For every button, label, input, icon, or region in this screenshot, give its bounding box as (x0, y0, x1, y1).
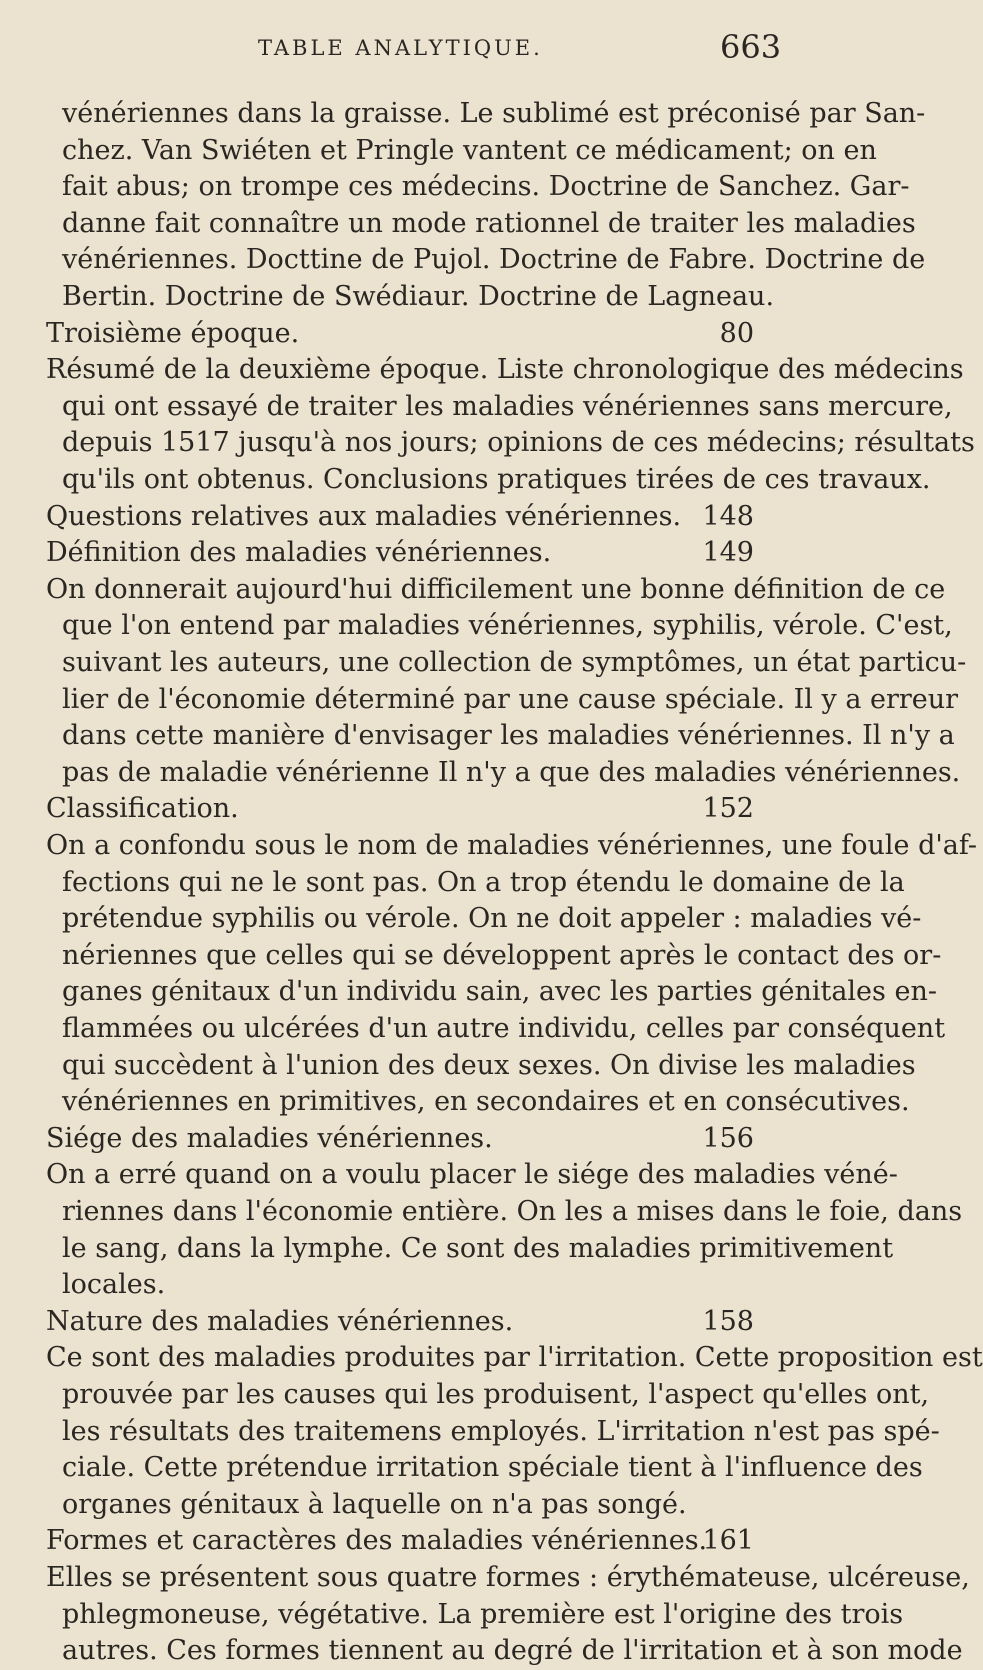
text-line: riennes dans l'économie entière. On les a mises dans le foie, dans (62, 1196, 963, 1227)
text-line: vénériennes dans la graisse. Le sublimé est préconisé par San- (62, 98, 926, 129)
text-line: ciale. Cette prétendue irritation spéciale tient à l'influence des (62, 1452, 923, 1484)
text-line: chez. Van Swiéten et Pringle vantent ce médicament; on en (62, 134, 877, 166)
entry-title: Nature des maladies vénériennes. (46, 1305, 514, 1337)
text-line: vénériennes. Docttine de Pujol. Doctrine de Fabre. Doctrine de (62, 244, 926, 276)
text-line: le sang, dans la lymphe. Ce sont des maladies primitivement (62, 1232, 894, 1264)
text-line: phlegmoneuse, végétative. La première est l'origine des trois (62, 1598, 904, 1630)
index-entry (46, 791, 754, 828)
index-entry (46, 1304, 754, 1341)
text-line: fections qui ne le sont pas. On a trop étendu le domaine de la (62, 866, 905, 898)
text-line: pas de maladie vénérienne Il n'y a que des maladies vénériennes. (62, 756, 961, 788)
text-line: depuis 1517 jusqu'à nos jours; opinions de ces médecins; résultats (62, 427, 975, 459)
text-line: qu'ils ont obtenus. Conclusions pratiques tirées de ces travaux. (62, 464, 931, 495)
entry-title: Formes et caractères des maladies vénériennes. (46, 1525, 708, 1557)
index-entry (46, 535, 754, 572)
index-entry (46, 499, 754, 536)
text-line: qui ont essayé de traiter les maladies vénériennes sans mercure, (62, 390, 953, 422)
entry-page: 158 (702, 1305, 754, 1337)
entry-page: 80 (719, 317, 754, 349)
text-line: locales. (62, 1269, 166, 1301)
text-line: Résumé de la deuxième époque. Liste chronologique des médecins (46, 354, 964, 386)
text-line: lier de l'économie déterminé par une cause spéciale. Il y a erreur (62, 683, 959, 715)
entry-title: Classification. (46, 793, 239, 825)
text-line: suivant les auteurs, une collection de symptômes, un état particu- (62, 647, 967, 678)
text-line: les résultats des traitemens employés. L'irritation n'est pas spé- (62, 1415, 940, 1447)
text-line: flammées ou ulcérées d'un autre individu, celles par conséquent (62, 1013, 946, 1044)
text-line: Elles se présentent sous quatre formes : érythémateuse, ulcéreuse, (46, 1562, 970, 1593)
text-line: fait abus; on trompe ces médecins. Doctrine de Sanchez. Gar- (62, 171, 910, 203)
text-line: prétendue syphilis ou vérole. On ne doit appeler : maladies vé- (62, 903, 922, 935)
text-line: que l'on entend par maladies vénériennes, syphilis, vérole. C'est, (62, 610, 953, 642)
page-number: 663 (720, 28, 782, 66)
text-line: danne fait connaître un mode rationnel de traiter les maladies (62, 207, 916, 239)
entry-page: 152 (702, 793, 754, 825)
text-line: Ce sont des maladies produites par l'irritation. Cette proposition est (46, 1342, 983, 1374)
index-entry (46, 1523, 754, 1560)
entry-page: 156 (702, 1122, 754, 1154)
entry-page: 149 (702, 537, 754, 569)
text-line: ganes génitaux d'un individu sain, avec les parties génitales en- (62, 976, 937, 1008)
text-line: dans cette manière d'envisager les maladies vénériennes. Il n'y a (62, 720, 955, 752)
text-line: On donnerait aujourd'hui difficilement une bonne définition de ce (46, 573, 946, 605)
entry-title: Questions relatives aux maladies vénériennes. (46, 500, 682, 532)
entry-title: Définition des maladies vénériennes. (46, 537, 552, 569)
text-line: qui succèdent à l'union des deux sexes. On divise les maladies (62, 1049, 916, 1081)
text-line: Bertin. Doctrine de Swédiaur. Doctrine de Lagneau. (62, 281, 775, 312)
entry-title: Siége des maladies vénériennes. (46, 1122, 493, 1154)
running-header (0, 28, 800, 68)
index-entry (46, 1121, 754, 1158)
text-line: nériennes que celles qui se développent après le contact des or- (62, 939, 942, 971)
text-line: vénériennes en primitives, en secondaires et en consécutives. (62, 1086, 910, 1118)
index-entry (46, 316, 754, 353)
entry-page: 148 (702, 500, 754, 532)
text-line: On a confondu sous le nom de maladies vénériennes, une foule d'af- (46, 830, 978, 861)
entry-title: Troisième époque. (46, 317, 300, 349)
running-title: TABLE ANALYTIQUE. (258, 36, 543, 60)
entry-page: 161 (702, 1525, 754, 1557)
text-line: organes génitaux à laquelle on n'a pas songé. (62, 1488, 687, 1520)
text-line: autres. Ces formes tiennent au degré de l'irritation et à son mode (62, 1635, 963, 1667)
text-line: On a erré quand on a voulu placer le siége des maladies véné- (46, 1159, 898, 1191)
text-line: prouvée par les causes qui les produisent, l'aspect qu'elles ont, (62, 1379, 930, 1410)
